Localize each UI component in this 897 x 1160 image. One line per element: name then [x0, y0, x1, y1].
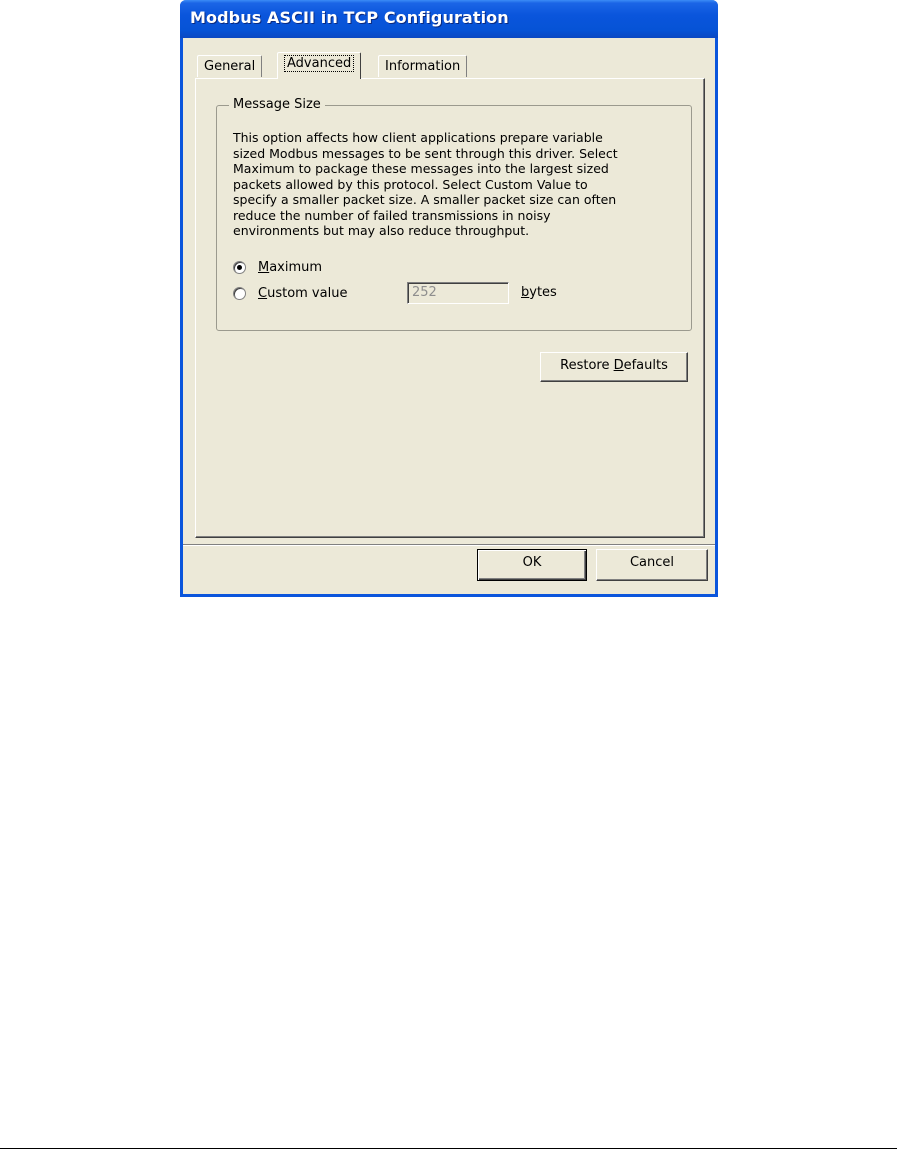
tab-advanced[interactable]: [277, 52, 361, 79]
advanced-tab-panel: [195, 78, 705, 538]
tab-information[interactable]: [378, 55, 467, 77]
button-separator: [183, 544, 715, 546]
custom-value-radio[interactable]: [233, 287, 246, 300]
restore-defaults-button[interactable]: Restore Defaults: [540, 352, 688, 382]
custom-size-input[interactable]: 252: [407, 282, 509, 304]
configuration-dialog: [180, 0, 718, 597]
message-size-group: [216, 97, 692, 331]
cancel-button[interactable]: Cancel: [596, 549, 708, 581]
maximum-radio[interactable]: [233, 261, 246, 274]
message-size-group-title: Message Size: [229, 97, 325, 112]
window-title: Modbus ASCII in TCP Configuration: [190, 8, 509, 27]
bytes-unit-label: bytes: [521, 285, 557, 300]
tab-information-label: Information: [385, 59, 461, 74]
title-bar[interactable]: [180, 0, 718, 38]
maximum-label: Maximum: [258, 260, 323, 275]
tab-general-label: General: [204, 59, 256, 74]
maximum-radio-option[interactable]: [233, 260, 322, 275]
page-footer-rule: [0, 1148, 897, 1149]
tab-advanced-label: Advanced: [284, 55, 354, 72]
message-size-description: This option affects how client applications prepare variable sized Modbus messages to be sent through this driver. Select Maximum to package these messages into the largest sized packets allowed by this protocol. Select Custom Value to specify a smaller packet size. A smaller packet size can often reduce the number of failed transmissions in noisy environments but may also reduce throughput.: [233, 130, 618, 238]
tab-general[interactable]: [197, 55, 262, 77]
custom-value-radio-option[interactable]: [233, 286, 347, 301]
custom-value-label: Custom value: [258, 286, 348, 301]
ok-button[interactable]: OK: [477, 549, 587, 581]
